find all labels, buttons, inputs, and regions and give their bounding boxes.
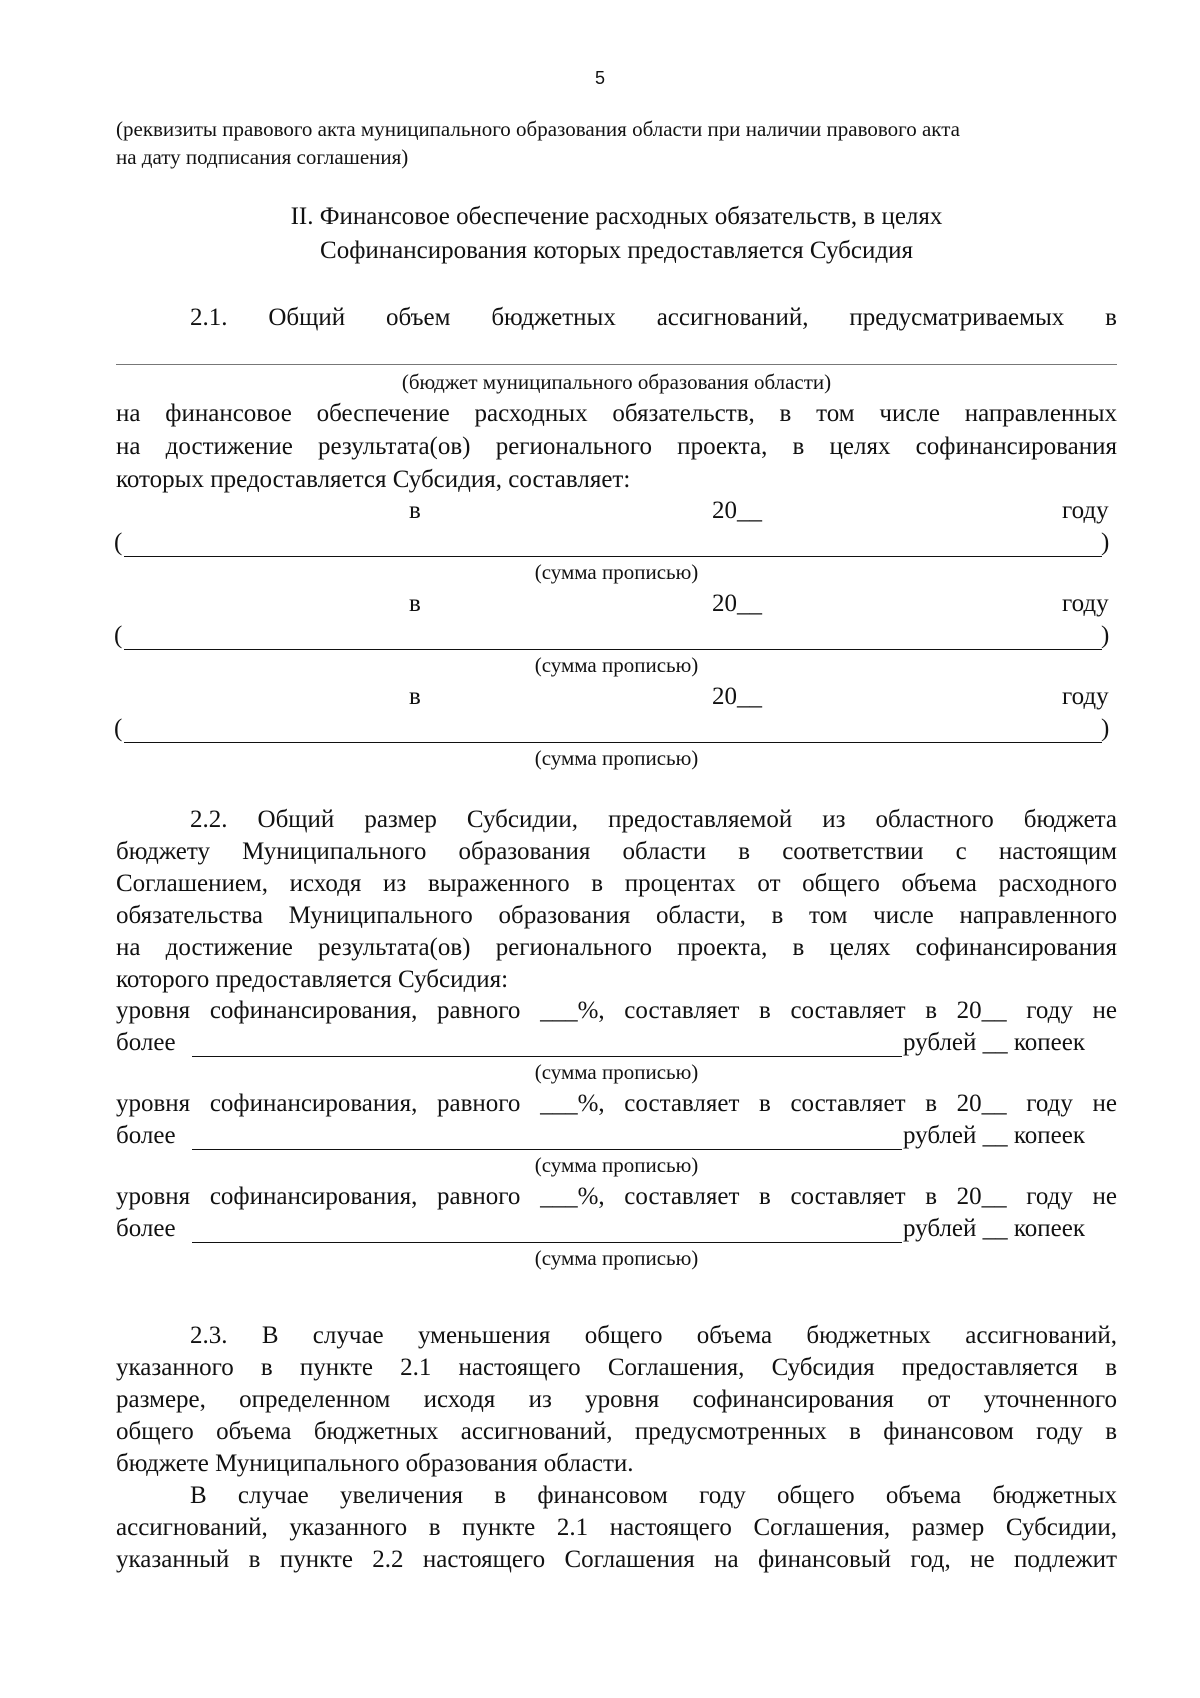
sum-close-paren: ) <box>1101 529 1110 556</box>
sum-close-paren: ) <box>1101 715 1110 742</box>
year-row-v: в <box>409 497 421 524</box>
p23-line: бюджете Муниципального образования области. <box>116 1450 634 1477</box>
p21-word: ассигнований, <box>656 304 809 331</box>
p22-line: Соглашением, исходя из выраженного в процентах от общего объема расходного <box>116 870 1117 897</box>
amount-blank-line <box>192 1149 902 1150</box>
p21-first-line <box>190 304 1117 332</box>
sum-open-paren: ( <box>114 622 123 649</box>
level-rub: рублей __ копеек <box>903 1122 1085 1149</box>
section-title-line: II. Финансовое обеспечение расходных обязательств, в целях <box>290 203 943 230</box>
section-title-line: Софинансирования которых предоставляется Субсидия <box>320 237 913 264</box>
p22-line: которого предоставляется Субсидия: <box>116 966 509 993</box>
level-line: уровня софинансирования, равного ___%, составляет в составляет в 20__ году не <box>116 1183 1117 1210</box>
p22-line: на достижение результата(ов) регионального проекта, в целях софинансирования <box>116 934 1117 961</box>
level-bolee: более <box>116 1029 176 1056</box>
sum-caption: (сумма прописью) <box>534 653 699 677</box>
year-row-year: 20__ <box>712 590 762 617</box>
requisites-note-line: на дату подписания соглашения) <box>116 145 409 169</box>
sum-caption: (сумма прописью) <box>534 1246 699 1270</box>
p24-line: ассигнований, указанного в пункте 2.1 настоящего Соглашения, размер Субсидии, <box>116 1514 1117 1541</box>
level-line: уровня софинансирования, равного ___%, составляет в составляет в 20__ году не <box>116 1090 1117 1117</box>
p24-line: В случае увеличения в финансовом году общего объема бюджетных <box>190 1482 1117 1509</box>
p21-word: предусматриваемых <box>849 304 1065 331</box>
sum-caption: (сумма прописью) <box>534 560 699 584</box>
year-row-god: году <box>1062 590 1109 617</box>
p21-line: которых предоставляется Субсидия, составляет: <box>116 466 631 493</box>
p24-line: указанный в пункте 2.2 настоящего Соглашения на финансовый год, не подлежит <box>116 1546 1117 1573</box>
year-row-god: году <box>1062 683 1109 710</box>
year-row-year: 20__ <box>712 497 762 524</box>
level-bolee: более <box>116 1122 176 1149</box>
year-row-year: 20__ <box>712 683 762 710</box>
sum-caption: (сумма прописью) <box>534 1153 699 1177</box>
p23-line: размере, определенном исходя из уровня софинансирования от уточненного <box>116 1386 1117 1413</box>
p21-line: на достижение результата(ов) регионального проекта, в целях софинансирования <box>116 433 1117 460</box>
sum-caption: (сумма прописью) <box>534 1060 699 1084</box>
page-number: 5 <box>594 68 605 88</box>
level-rub: рублей __ копеек <box>903 1029 1085 1056</box>
p23-line: указанного в пункте 2.1 настоящего Соглашения, Субсидия предоставляется в <box>116 1354 1117 1381</box>
year-row-god: году <box>1062 497 1109 524</box>
p21-line: на финансовое обеспечение расходных обязательств, в том числе направленных <box>116 400 1117 427</box>
p21-word: в <box>1105 304 1117 331</box>
p22-line: обязательства Муниципального образования области, в том числе направленного <box>116 902 1117 929</box>
sum-blank-line <box>124 649 1102 650</box>
sum-caption: (сумма прописью) <box>534 746 699 770</box>
sum-close-paren: ) <box>1101 622 1110 649</box>
p22-line: бюджету Муниципального образования области в соответствии с настоящим <box>116 838 1117 865</box>
sum-blank-line <box>124 556 1102 557</box>
p23-line: 2.3. В случае уменьшения общего объема бюджетных ассигнований, <box>190 1322 1117 1349</box>
requisites-note-line: (реквизиты правового акта муниципального образования области при наличии правового акта <box>116 117 960 141</box>
level-bolee: более <box>116 1215 176 1242</box>
year-row-v: в <box>409 683 421 710</box>
amount-blank-line <box>192 1056 902 1057</box>
amount-blank-line <box>192 1242 902 1243</box>
sum-open-paren: ( <box>114 529 123 556</box>
level-rub: рублей __ копеек <box>903 1215 1085 1242</box>
p21-word: объем <box>386 304 451 331</box>
p21-word: 2.1. <box>190 304 228 331</box>
p21-word: бюджетных <box>491 304 616 331</box>
budget-blank-line <box>116 364 1117 365</box>
year-row-v: в <box>409 590 421 617</box>
p21-word: Общий <box>268 304 346 331</box>
p22-line: 2.2. Общий размер Субсидии, предоставляемой из областного бюджета <box>190 806 1117 833</box>
sum-open-paren: ( <box>114 715 123 742</box>
budget-caption: (бюджет муниципального образования области) <box>401 370 832 394</box>
sum-blank-line <box>124 742 1102 743</box>
level-line: уровня софинансирования, равного ___%, составляет в составляет в 20__ году не <box>116 997 1117 1024</box>
p23-line: общего объема бюджетных ассигнований, предусмотренных в финансовом году в <box>116 1418 1117 1445</box>
